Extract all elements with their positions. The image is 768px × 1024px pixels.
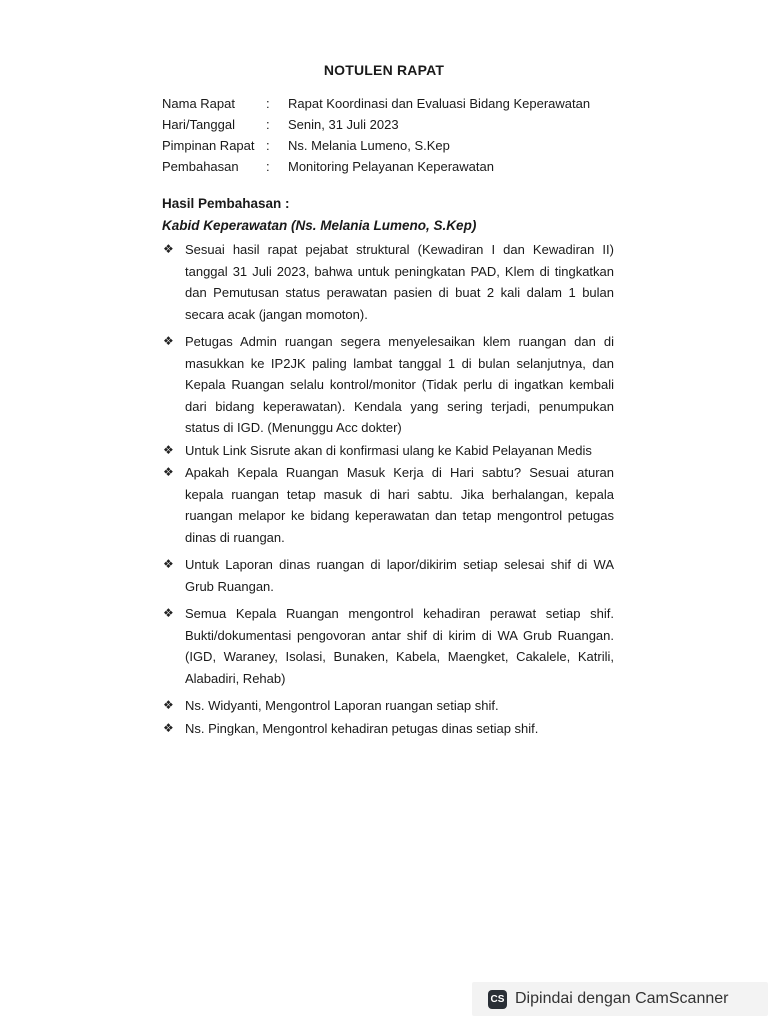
meeting-info (162, 93, 590, 177)
meta-colon: : (266, 117, 270, 132)
meta-row-hari-tanggal (162, 114, 590, 135)
meta-value: Senin, 31 Juli 2023 (288, 117, 399, 132)
camscanner-logo-icon: CS (488, 990, 507, 1009)
camscanner-text: Dipindai dengan CamScanner (515, 990, 729, 1007)
diamond-bullet-icon: ❖ (163, 242, 174, 256)
meta-row-pimpinan-rapat (162, 135, 590, 156)
list-item (162, 603, 614, 689)
diamond-bullet-icon: ❖ (163, 606, 174, 620)
list-item (162, 331, 614, 439)
meta-colon: : (266, 96, 270, 111)
meta-colon: : (266, 138, 270, 153)
list-item (162, 695, 614, 717)
diamond-bullet-icon: ❖ (163, 465, 174, 479)
meta-value: Rapat Koordinasi dan Evaluasi Bidang Keperawatan (288, 96, 591, 111)
meta-value: Monitoring Pelayanan Keperawatan (288, 159, 494, 174)
meta-value: Ns. Melania Lumeno, S.Kep (288, 138, 450, 153)
list-item (162, 718, 614, 740)
meta-colon: : (266, 159, 270, 174)
speaker-heading: Kabid Keperawatan (Ns. Melania Lumeno, S.Kep) (162, 218, 477, 233)
list-item-text: Ns. Widyanti, Mengontrol Laporan ruangan setiap shif. (185, 698, 499, 713)
diamond-bullet-icon: ❖ (163, 557, 174, 571)
diamond-bullet-icon: ❖ (163, 334, 174, 348)
list-item-text: Semua Kepala Ruangan mengontrol kehadiran perawat setiap shif. Bukti/dokumentasi pengovoran antar shif di kirim di WA Grub Ruangan. (IGD, Waraney, Isolasi, Bunaken, Kabela, Maengket, Cakalele, Katrili, Alabadiri, Rehab) (185, 606, 614, 686)
list-item (162, 440, 614, 462)
list-item-text: Apakah Kepala Ruangan Masuk Kerja di Hari sabtu? Sesuai aturan kepala ruangan tetap masuk di hari sabtu. Jika berhalangan, kepala ruangan melapor ke bidang keperawatan dan tetap mengontrol petugas dinas di ruangan. (185, 465, 614, 545)
list-item-text: Untuk Link Sisrute akan di konfirmasi ulang ke Kabid Pelayanan Medis (185, 442, 592, 458)
meta-label: Nama Rapat (162, 96, 235, 111)
meta-row-pembahasan (162, 156, 590, 177)
meta-row-nama-rapat (162, 93, 590, 114)
meta-label: Pimpinan Rapat (162, 138, 255, 153)
list-item (162, 462, 614, 548)
diamond-bullet-icon: ❖ (163, 698, 174, 712)
list-item-text: Sesuai hasil rapat pejabat struktural (Kewadiran I dan Kewadiran II) tanggal 31 Juli 2023, bahwa untuk peningkatan PAD, Klem di tingkatkan dan Pemutusan status perawatan pasien di buat 2 kali dalam 1 bulan secara acak (jangan momoton). (185, 242, 614, 322)
camscanner-watermark (472, 982, 768, 1016)
diamond-bullet-icon: ❖ (163, 442, 174, 457)
list-item-text: Petugas Admin ruangan segera menyelesaikan klem ruangan dan di masukkan ke IP2JK paling lambat tanggal 1 di bulan selanjutnya, dan Kepala Ruangan selalu kontrol/monitor (Tidak perlu di ingatkan kembali dari bidang keperawatan). Kendala yang sering terjadi, penumpukan status di IGD. (Menunggu Acc dokter) (185, 334, 614, 435)
list-item-text: Ns. Pingkan, Mengontrol kehadiran petugas dinas setiap shif. (185, 720, 539, 736)
list-item (162, 554, 614, 597)
section-heading: Hasil Pembahasan : (162, 196, 290, 211)
diamond-bullet-icon: ❖ (163, 720, 174, 735)
discussion-list (162, 239, 614, 740)
meta-label: Hari/Tanggal (162, 117, 235, 132)
list-item (162, 239, 614, 325)
meta-label: Pembahasan (162, 159, 239, 174)
list-item-text: Untuk Laporan dinas ruangan di lapor/dikirim setiap selesai shif di WA Grub Ruangan. (185, 557, 614, 594)
document-title: NOTULEN RAPAT (323, 62, 445, 78)
